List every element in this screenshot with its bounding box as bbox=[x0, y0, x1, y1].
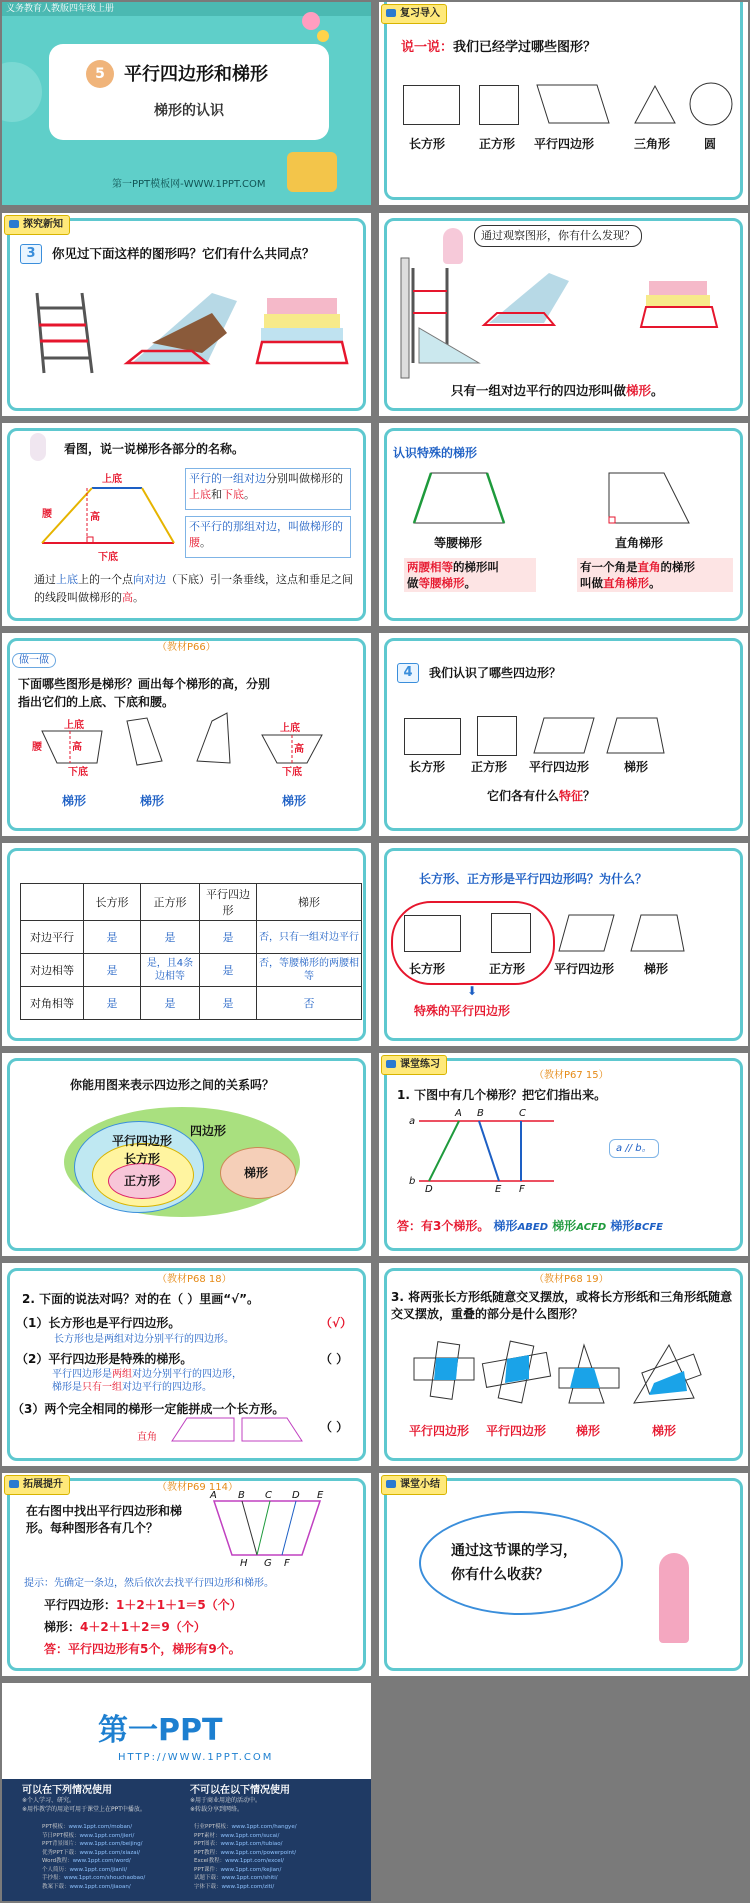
right-def: 有一个角是直角的梯形 叫做直角梯形。 bbox=[577, 558, 733, 592]
link[interactable]: www.1ppt.com/excel/ bbox=[225, 1858, 285, 1864]
ex3-height: 高 bbox=[294, 744, 304, 755]
left-name: 等腰梯形 bbox=[434, 536, 483, 550]
ex1-leg: 腰 bbox=[32, 742, 42, 753]
prompt: 说一说：我们已经学过哪些图形？ bbox=[401, 40, 597, 55]
cell: 是 bbox=[84, 987, 141, 1020]
link[interactable]: www.1ppt.com/shouchaobao/ bbox=[64, 1875, 146, 1881]
cell-head-0 bbox=[21, 884, 84, 921]
main-title: 平行四边形和梯形 bbox=[124, 64, 268, 85]
cell: 否，等腰梯形的两腰相等 bbox=[257, 954, 362, 987]
slide-definition bbox=[379, 213, 748, 416]
slide-practice bbox=[379, 1053, 748, 1256]
pt-B: B bbox=[477, 1108, 484, 1119]
task: 下面哪些图形是梯形？画出每个梯形的高，分别 指出它们的上底、下底和腰。 bbox=[18, 677, 271, 709]
link[interactable]: www.1ppt.com/moban/ bbox=[68, 1824, 133, 1830]
paren-3: （ ） bbox=[320, 1420, 349, 1434]
summary-line-1: 通过这节课的学习， bbox=[451, 1543, 577, 1559]
q10-label-3: 平行四边形 bbox=[554, 962, 615, 976]
q4-label-3: 平行四边形 bbox=[529, 760, 590, 774]
tag-explore: 探究新知 bbox=[4, 215, 70, 235]
q10-label-1: 长方形 bbox=[409, 962, 446, 976]
label-rect: 长方形 bbox=[409, 137, 446, 151]
slide-special bbox=[379, 423, 748, 626]
thought-bubble bbox=[419, 1511, 623, 1615]
item-1: （1）长方形也是平行四边形。 bbox=[16, 1316, 181, 1330]
slide-table bbox=[2, 843, 371, 1046]
slide-summary bbox=[379, 1473, 748, 1676]
slide-parts bbox=[2, 423, 371, 626]
question-15: 在右图中找出平行四边形和梯形。每种图形各有几个？ bbox=[26, 1504, 183, 1535]
link[interactable]: www.1ppt.com/kejian/ bbox=[220, 1866, 282, 1873]
triangle-shape bbox=[635, 86, 675, 123]
label-circle: 圆 bbox=[704, 137, 717, 151]
link[interactable]: www.1ppt.com/jianli/ bbox=[69, 1866, 128, 1873]
trapezoid-pair bbox=[2, 1263, 371, 1466]
venn-label-0: 四边形 bbox=[190, 1124, 227, 1138]
tag-summary: 课堂小结 bbox=[381, 1475, 447, 1495]
note-2: 不平行的那组对边，叫做梯形的腰。 bbox=[189, 520, 343, 549]
ref: （教材P66） bbox=[157, 642, 216, 653]
pt-a: a bbox=[409, 1116, 416, 1127]
slide-true-false bbox=[2, 1263, 371, 1466]
line-2: 梯形：4＋2＋1＋2＝9（个） bbox=[44, 1620, 206, 1634]
subtitle: 梯形的认识 bbox=[154, 103, 224, 119]
ex3-top: 上底 bbox=[280, 723, 300, 734]
heading: 认识特殊的梯形 bbox=[393, 446, 478, 460]
shapes-svg bbox=[379, 2, 748, 205]
link[interactable]: www.1ppt.com/jieri/ bbox=[79, 1832, 135, 1839]
q4-question-2: 它们各有什么特征？ bbox=[487, 789, 596, 803]
tag-practice: 课堂练习 bbox=[381, 1055, 447, 1075]
link[interactable]: www.1ppt.com/powerpoint/ bbox=[220, 1849, 297, 1856]
ex1-bottom: 下底 bbox=[68, 767, 88, 778]
slide-venn bbox=[2, 1053, 371, 1256]
q4-shapes bbox=[379, 633, 748, 836]
logo-url: HTTP://WWW.1PPT.COM bbox=[118, 1752, 274, 1763]
item-2: （2）平行四边形是特殊的梯形。 bbox=[16, 1352, 193, 1366]
question-11: 你能用图来表示四边形之间的关系吗？ bbox=[70, 1078, 275, 1092]
pt15-G: G bbox=[264, 1558, 272, 1569]
item-3: （3）两个完全相同的梯形一定能拼成一个长方形。 bbox=[12, 1402, 285, 1416]
bubble: 通过观察图形，你有什么发现？ bbox=[474, 225, 642, 247]
ref-12: （教材P67 15） bbox=[534, 1070, 609, 1081]
can-heading: 可以在下列情况使用 bbox=[22, 1785, 112, 1796]
pt-C: C bbox=[519, 1108, 526, 1119]
link[interactable]: www.1ppt.com/xiazai/ bbox=[79, 1849, 141, 1856]
right-name: 直角梯形 bbox=[615, 536, 664, 550]
slide-exercise bbox=[2, 633, 371, 836]
label-leg: 腰 bbox=[42, 509, 52, 520]
question: 你见过下面这样的图形吗？它们有什么共同点？ bbox=[52, 246, 315, 261]
pt15-F: F bbox=[284, 1558, 290, 1569]
slide-quadrilaterals bbox=[379, 633, 748, 836]
q10-label-4: 梯形 bbox=[644, 962, 669, 976]
ref-15: （教材P69 114） bbox=[157, 1482, 239, 1493]
link[interactable]: www.1ppt.com/shiti/ bbox=[221, 1875, 278, 1881]
label-height: 高 bbox=[90, 512, 100, 523]
venn-label-2: 长方形 bbox=[124, 1152, 161, 1166]
note-1: 平行的一组对边分别叫做梯形的上底和下底。 bbox=[189, 472, 343, 501]
cell-head-3: 平行四边形 bbox=[200, 884, 257, 921]
cannot-2: ※转载分享到网络。 bbox=[190, 1806, 244, 1813]
q4-label-4: 梯形 bbox=[624, 760, 649, 774]
cell: 否，只有一组对边平行 bbox=[257, 921, 362, 954]
cell: 否 bbox=[257, 987, 362, 1020]
exercise-shapes bbox=[2, 633, 371, 836]
links-right: 行业PPT模板：www.1ppt.com/hangye/ PPT素材：www.1ppt.com/sucai/ PPT图表：www.1ppt.com/tubiao/ PPT教程：www.1ppt.com/powerpoint/ Excel教程：www.1ppt.com/excel/ PPT课件：www.1ppt.com/kejian/ 试题下载：www.1ppt.com/shiti/ 字体下载：www.1ppt.com/ziti/ bbox=[194, 1824, 297, 1890]
site-text: 第一PPT模板网-WWW.1PPT.COM bbox=[112, 179, 266, 190]
row-label: 对角相等 bbox=[21, 987, 84, 1020]
pt-F: F bbox=[519, 1184, 525, 1195]
intro: 看图，说一说梯形各部分的名称。 bbox=[64, 442, 245, 456]
stool-icon bbox=[257, 298, 347, 363]
cell-head-2: 正方形 bbox=[141, 884, 200, 921]
overlap-ans-1: 平行四边形 bbox=[409, 1424, 470, 1438]
title-card bbox=[49, 44, 329, 140]
special-shapes bbox=[379, 423, 748, 626]
can-2: ※用作教学的用途可用于课堂上在PPT中播放。 bbox=[22, 1806, 146, 1813]
question-number: 3 bbox=[20, 244, 42, 264]
teacher-figure bbox=[659, 1553, 689, 1643]
link[interactable]: www.1ppt.com/beijing/ bbox=[79, 1841, 143, 1847]
ref-14: （教材P68 19） bbox=[534, 1274, 609, 1285]
link[interactable]: www.1ppt.com/word/ bbox=[72, 1858, 131, 1864]
circle-shape bbox=[690, 83, 732, 125]
ex1-top: 上底 bbox=[64, 720, 84, 731]
slide-title bbox=[2, 2, 371, 205]
pt15-E: E bbox=[317, 1490, 324, 1501]
overlap-ans-2: 平行四边形 bbox=[486, 1424, 547, 1438]
ref-13: （教材P68 18） bbox=[157, 1274, 232, 1285]
line-1: 平行四边形：1＋2＋1＋1＝5（个） bbox=[44, 1598, 242, 1612]
can-1: ※个人学习、研究。 bbox=[22, 1797, 76, 1804]
question-12: 1. 下图中有几个梯形？把它们指出来。 bbox=[397, 1088, 607, 1102]
cell-head-4: 梯形 bbox=[257, 884, 362, 921]
pt15-A: A bbox=[210, 1490, 217, 1501]
summary-line-2: 你有什么收获？ bbox=[451, 1567, 549, 1583]
question-14: 3. 将两张长方形纸随意交叉摆放，或将长方形纸和三角形纸随意交叉摆放，重叠的部分是什么图形？ bbox=[391, 1290, 733, 1321]
label-square: 正方形 bbox=[479, 137, 516, 151]
label-top: 上底 bbox=[102, 474, 122, 485]
definition: 只有一组对边平行的四边形叫做梯形。 bbox=[451, 383, 664, 398]
links-left: PPT模板：www.1ppt.com/moban/ 节日PPT模板：www.1ppt.com/jieri/ PPT背景图片：www.1ppt.com/beijing/ 优秀PPT下载：www.1ppt.com/xiazai/ Word教程：www.1ppt.com/word/ 个人简历：www.1ppt.com/jianli/ 手抄报：www.1ppt.com/shouchaobao/ 教案下载：www.1ppt.com/jiaoan/ bbox=[42, 1824, 146, 1890]
cell: 是 bbox=[84, 921, 141, 954]
link[interactable]: www.1ppt.com/sucai/ bbox=[220, 1832, 280, 1839]
down-arrow: ⬇ bbox=[467, 984, 478, 998]
left-def: 两腰相等的梯形叫 做等腰梯形。 bbox=[404, 558, 536, 592]
cannot-1: ※用于商业用途的活动中。 bbox=[190, 1797, 262, 1804]
right-angle-note: 直角 bbox=[137, 1432, 157, 1443]
link[interactable]: www.1ppt.com/tubiao/ bbox=[220, 1841, 283, 1847]
parallelogram-shape bbox=[537, 85, 609, 123]
cell: 是，且4条边相等 bbox=[141, 954, 200, 987]
link[interactable]: www.1ppt.com/jiaoan/ bbox=[69, 1883, 131, 1890]
cell: 是 bbox=[200, 954, 257, 987]
slide-extension bbox=[2, 1473, 371, 1676]
note-bubble: a // b。 bbox=[609, 1139, 659, 1158]
answer-3: 梯形 bbox=[282, 794, 307, 808]
paren-2: （ ） bbox=[320, 1352, 349, 1366]
slide-footer bbox=[2, 1683, 371, 1901]
pt-b: b bbox=[409, 1176, 416, 1187]
sweets-box-icon bbox=[127, 293, 237, 363]
slide-special-parallelogram bbox=[379, 843, 748, 1046]
robot-figure bbox=[287, 152, 337, 192]
paren-1: （√） bbox=[320, 1316, 353, 1330]
link[interactable]: www.1ppt.com/hangye/ bbox=[231, 1824, 297, 1830]
q10-label-2: 正方形 bbox=[489, 962, 526, 976]
answer-15: 答：平行四边形有5个，梯形有9个。 bbox=[44, 1642, 241, 1656]
unit-badge: 5 bbox=[86, 60, 114, 88]
cell: 是 bbox=[141, 921, 200, 954]
pt15-H: H bbox=[240, 1558, 248, 1569]
comparison-table bbox=[20, 883, 362, 1020]
answer-1: 梯形 bbox=[62, 794, 87, 808]
cell: 是 bbox=[200, 987, 257, 1020]
cell: 是 bbox=[141, 987, 200, 1020]
question-13: 2. 下面的说法对吗？对的在（ ）里画“√”。 bbox=[22, 1292, 260, 1306]
question-4: 我们认识了哪些四边形？ bbox=[429, 666, 562, 680]
cell: 是 bbox=[200, 921, 257, 954]
overlap-ans-3: 梯形 bbox=[576, 1424, 601, 1438]
venn-label-3: 正方形 bbox=[124, 1174, 161, 1188]
pt-E: E bbox=[495, 1184, 502, 1195]
pt15-B: B bbox=[238, 1490, 245, 1501]
objects-svg bbox=[2, 213, 371, 416]
cell-head-1: 长方形 bbox=[84, 884, 141, 921]
pt15-D: D bbox=[292, 1490, 300, 1501]
note-13-2: 平行四边形是两组对边分别平行的四边形， 梯形是只有一组对边平行的四边形。 bbox=[52, 1369, 242, 1393]
pt-D: D bbox=[425, 1184, 433, 1195]
tag-extension: 拓展提升 bbox=[4, 1475, 70, 1495]
cannot-heading: 不可以在以下情况使用 bbox=[190, 1785, 290, 1796]
label-triangle: 三角形 bbox=[634, 137, 671, 151]
link[interactable]: www.1ppt.com/ziti/ bbox=[221, 1883, 275, 1890]
overlap-ans-4: 梯形 bbox=[652, 1424, 677, 1438]
tag-try: 做一做 bbox=[12, 653, 56, 668]
slide-review bbox=[379, 2, 748, 205]
pt-A: A bbox=[455, 1108, 462, 1119]
pt15-C: C bbox=[265, 1490, 272, 1501]
q4-label-2: 正方形 bbox=[471, 760, 508, 774]
note-13-1: 长方形也是两组对边分别平行的四边形。 bbox=[54, 1334, 234, 1345]
hint: 提示：先确定一条边，然后依次去找平行四边形和梯形。 bbox=[24, 1578, 274, 1589]
label-parallelogram: 平行四边形 bbox=[534, 137, 595, 151]
venn-label-1: 平行四边形 bbox=[112, 1134, 173, 1148]
ex1-height: 高 bbox=[72, 742, 82, 753]
ex3-bottom: 下底 bbox=[282, 767, 302, 778]
row-label: 对边平行 bbox=[21, 921, 84, 954]
question-number-4: 4 bbox=[397, 663, 419, 683]
venn-label-4: 梯形 bbox=[244, 1166, 269, 1180]
slide-overlap bbox=[379, 1263, 748, 1466]
right-trapezoid bbox=[609, 473, 689, 523]
q10-note: 特殊的平行四边形 bbox=[414, 1004, 511, 1018]
header-text: 义务教育人教版四年级上册 bbox=[6, 4, 115, 14]
tag-review: 复习导入 bbox=[381, 4, 447, 24]
ladder-icon bbox=[37, 293, 92, 373]
height-para: 通过上底上的一个点向对边（下底）引一条垂线，这点和垂足之间的线段叫做梯形的高。 bbox=[34, 573, 353, 604]
logo-text: 第一PPT bbox=[98, 1713, 223, 1748]
slide-explore bbox=[2, 213, 371, 416]
q4-label-1: 长方形 bbox=[409, 760, 446, 774]
label-bottom: 下底 bbox=[98, 552, 118, 563]
cell: 是 bbox=[84, 954, 141, 987]
answer-2: 梯形 bbox=[140, 794, 165, 808]
answer-12: 答：有3个梯形。 梯形ABED 梯形ACFD 梯形BCFE bbox=[397, 1219, 663, 1233]
row-label: 对边相等 bbox=[21, 954, 84, 987]
question-10: 长方形、正方形是平行四边形吗？为什么？ bbox=[419, 872, 648, 886]
